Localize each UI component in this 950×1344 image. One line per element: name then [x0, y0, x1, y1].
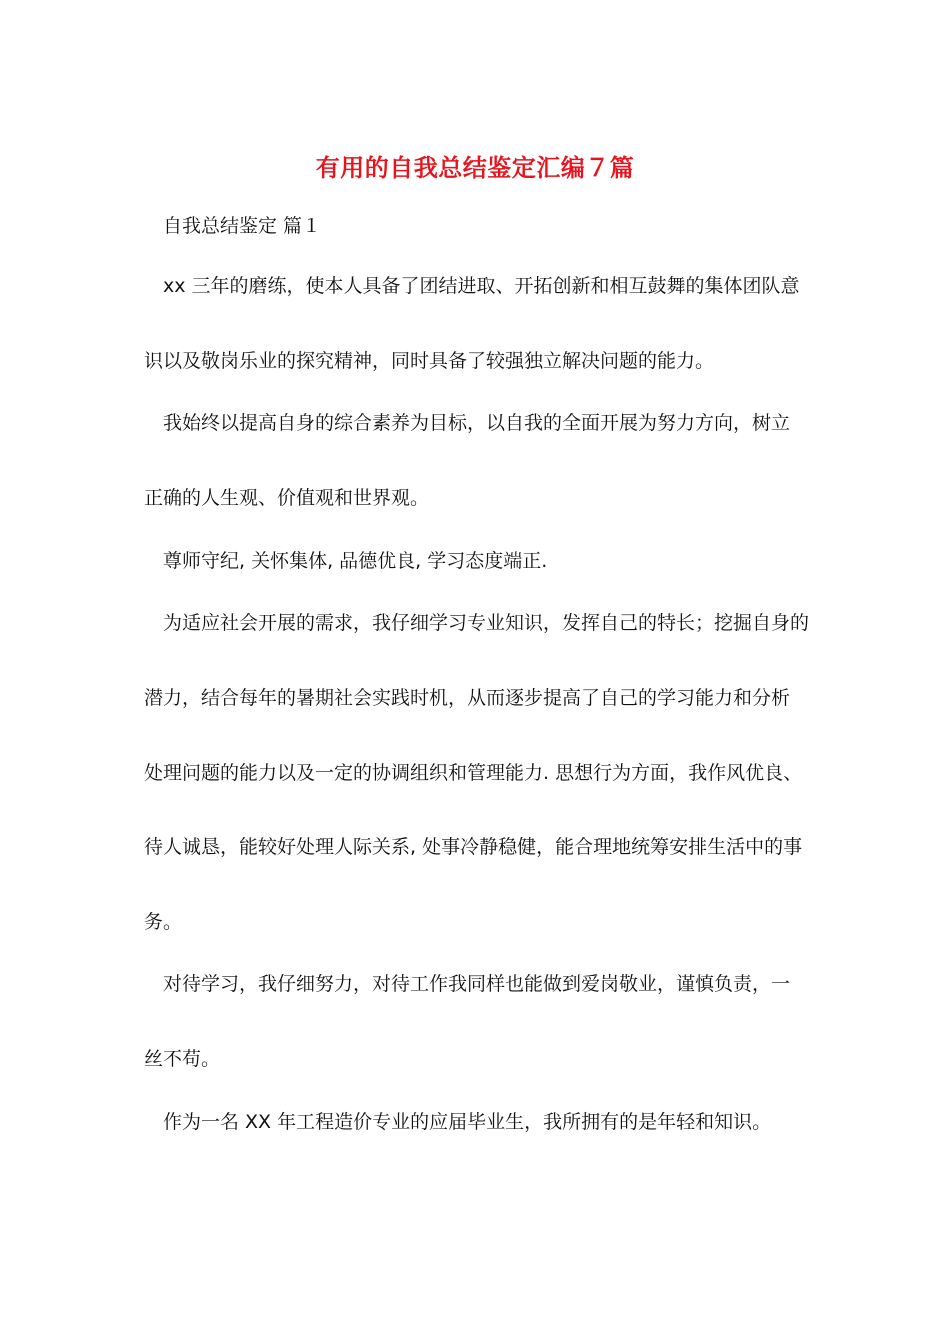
paragraph-line: 我始终以提高自身的综合素养为目标，以自我的全面开展为努力方向，树立: [163, 412, 791, 434]
paragraph-line: 识以及敬岗乐业的探究精神，同时具备了较强独立解决问题的能力。: [144, 350, 715, 372]
paragraph-line: 处理问题的能力以及一定的协调组织和管理能力. 思想行为方面，我作风优良、: [144, 762, 803, 784]
paragraph-line: 丝不苟。: [144, 1048, 221, 1070]
document-title: 有用的自我总结鉴定汇编７篇: [315, 154, 635, 182]
paragraph-line: 对待学习，我仔细努力，对待工作我同样也能做到爱岗敬业，谨慎负责，一: [163, 973, 791, 995]
paragraph-line: 正确的人生观、价值观和世界观。: [144, 487, 430, 509]
paragraph-line: 尊师守纪, 关怀集体, 品德优良, 学习态度端正.: [163, 550, 548, 572]
paragraph-line: xx 三年的磨练，使本人具备了团结进取、开拓创新和相互鼓舞的集体团队意: [163, 275, 800, 297]
paragraph-line: 潜力，结合每年的暑期社会实践时机，从而逐步提高了自己的学习能力和分析: [144, 687, 791, 709]
paragraph-line: 为适应社会开展的需求，我仔细学习专业知识，发挥自己的特长；挖掘自身的: [163, 612, 810, 634]
paragraph-line: 作为一名 XX 年工程造价专业的应届毕业生，我所拥有的是年轻和知识。: [163, 1111, 772, 1133]
paragraph-line: 务。: [144, 911, 183, 933]
paragraph-line: 待人诚恳，能较好处理人际关系, 处事冷静稳健，能合理地统筹安排生活中的事: [144, 836, 803, 858]
section-heading: 自我总结鉴定 篇１: [163, 215, 322, 237]
